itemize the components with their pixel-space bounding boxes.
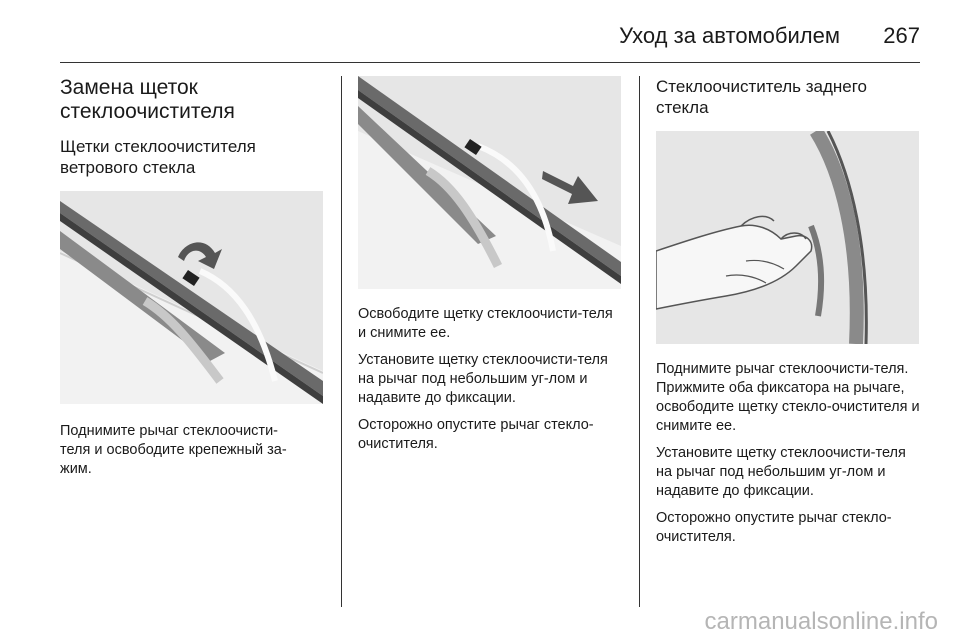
page-number: 267 — [883, 23, 920, 48]
watermark: carmanualsonline.info — [704, 608, 938, 635]
column-divider-2 — [639, 76, 640, 607]
windshield-wiper-figure — [60, 191, 323, 404]
paragraph-1: Освободите щетку стеклоочисти-теля и снимите ее. — [358, 306, 613, 341]
middle-column — [358, 76, 624, 462]
rear-paragraph-3: Осторожно опустите рычаг стекло-очистителя. — [656, 510, 892, 545]
header-title: Уход за автомобилем — [619, 23, 840, 48]
left-column — [60, 76, 328, 487]
caption-text: Поднимите рычаг стеклоочисти-теля и освободите крепежный за-жим. — [60, 423, 287, 477]
section-heading: Замена щеток стеклоочистителя — [60, 76, 235, 123]
rear-wiper-figure — [656, 131, 919, 344]
rear-wiper-heading: Стеклоочиститель заднего стекла — [656, 77, 868, 117]
subsection-heading: Щетки стеклоочистителя ветрового стекла — [60, 137, 256, 177]
right-column — [656, 76, 921, 555]
rear-paragraph-2: Установите щетку стеклоочисти-теля на рычаг под небольшим уг-лом и надавите до фиксации. — [656, 445, 906, 499]
paragraph-3: Осторожно опустите рычаг стекло-очистителя. — [358, 417, 594, 452]
header-rule — [60, 62, 920, 63]
page-header — [60, 8, 920, 60]
blade-removal-figure — [358, 76, 621, 289]
paragraph-2: Установите щетку стеклоочисти-теля на рычаг под небольшим уг-лом и надавите до фиксации. — [358, 352, 608, 406]
column-divider-1 — [341, 76, 342, 607]
rear-paragraph-1: Поднимите рычаг стеклоочисти-теля. Прижмите оба фиксатора на рычаге, освободите щетку стекло-очистителя и снимите ее. — [656, 361, 920, 434]
